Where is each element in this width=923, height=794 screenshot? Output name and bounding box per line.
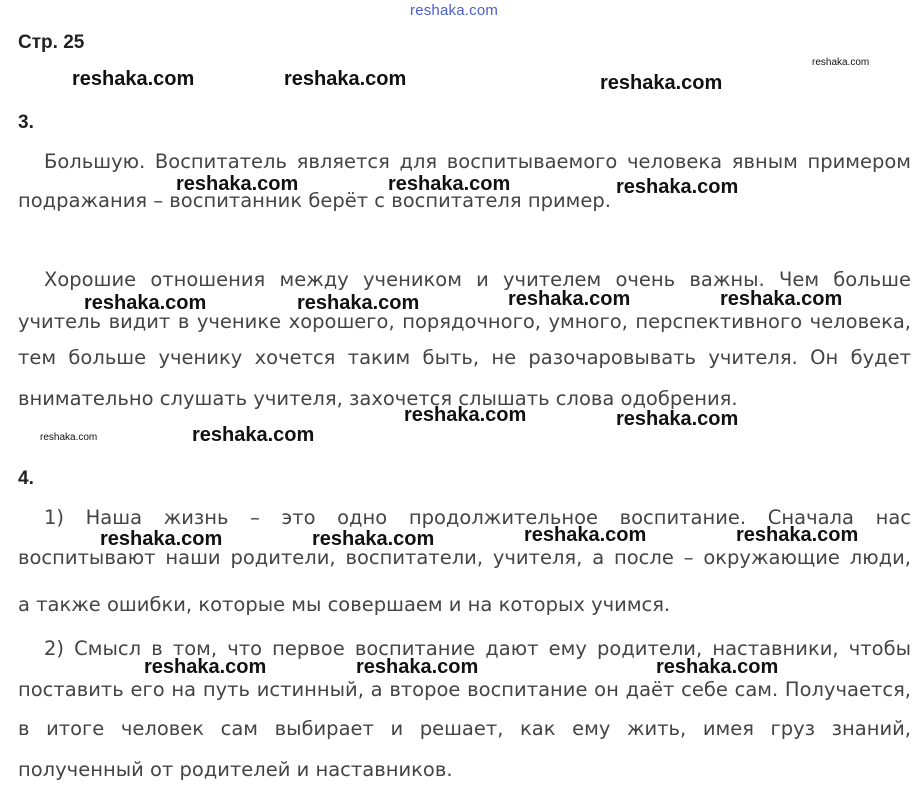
watermark: reshaka.com	[812, 57, 870, 68]
watermark: reshaka.com	[176, 173, 299, 195]
watermark: reshaka.com	[356, 656, 479, 678]
page-number: Стр. 25	[18, 32, 85, 53]
section-3-line-6: внимательно слушать учителя, захочется слышать слова одобрения.	[18, 387, 738, 410]
section-4-line-7: полученный от родителей и наставников.	[18, 758, 453, 781]
watermark: reshaka.com	[72, 68, 195, 90]
section-4-line-3: а также ошибки, которые мы совершаем и на которых учимся.	[18, 593, 671, 616]
section-4-line-1: 1) Наша жизнь – это одно продолжительное воспитание. Сначала нас	[44, 506, 911, 529]
section-3-line-2: подражания – воспитанник берёт с воспитателя пример.	[18, 189, 611, 212]
watermark: reshaka.com	[388, 173, 511, 195]
watermark: reshaka.com	[192, 424, 315, 446]
watermark: reshaka.com	[616, 408, 739, 430]
watermark: reshaka.com	[84, 292, 207, 314]
watermark: reshaka.com	[312, 528, 435, 550]
watermark: reshaka.com	[100, 528, 223, 550]
section-3-number: 3.	[18, 112, 34, 133]
watermark: reshaka.com	[297, 292, 420, 314]
section-4-line-2: воспитывают наши родители, воспитатели, учителя, а после – окружающие люди,	[18, 546, 911, 569]
watermark: reshaka.com	[144, 656, 267, 678]
watermark: reshaka.com	[720, 288, 843, 310]
section-4-number: 4.	[18, 468, 34, 489]
watermark: reshaka.com	[404, 404, 527, 426]
section-3-line-1: Большую. Воспитатель является для воспитываемого человека явным примером	[44, 150, 911, 173]
section-3-line-4: учитель видит в ученике хорошего, порядочного, умного, перспективного человека,	[18, 310, 911, 333]
section-3-line-3: Хорошие отношения между учеником и учителем очень важны. Чем больше	[44, 268, 911, 291]
watermark: reshaka.com	[616, 176, 739, 198]
watermark: reshaka.com	[656, 656, 779, 678]
section-4-line-6: в итоге человек сам выбирает и решает, как ему жить, имея груз знаний,	[18, 717, 911, 740]
section-4-line-4: 2) Смысл в том, что первое воспитание дают ему родители, наставники, чтобы	[44, 637, 911, 660]
section-4-line-5: поставить его на путь истинный, а второе воспитание он даёт себе сам. Получается,	[18, 678, 911, 701]
watermark: reshaka.com	[524, 524, 647, 546]
watermark: reshaka.com	[508, 288, 631, 310]
watermark: reshaka.com	[600, 72, 723, 94]
watermark: reshaka.com	[736, 524, 859, 546]
watermark: reshaka.com	[284, 68, 407, 90]
watermark: reshaka.com	[40, 432, 98, 443]
section-3-line-5: тем больше ученику хочется таким быть, не разочаровывать учителя. Он будет	[18, 346, 911, 369]
header-site-link[interactable]: reshaka.com	[410, 2, 499, 19]
